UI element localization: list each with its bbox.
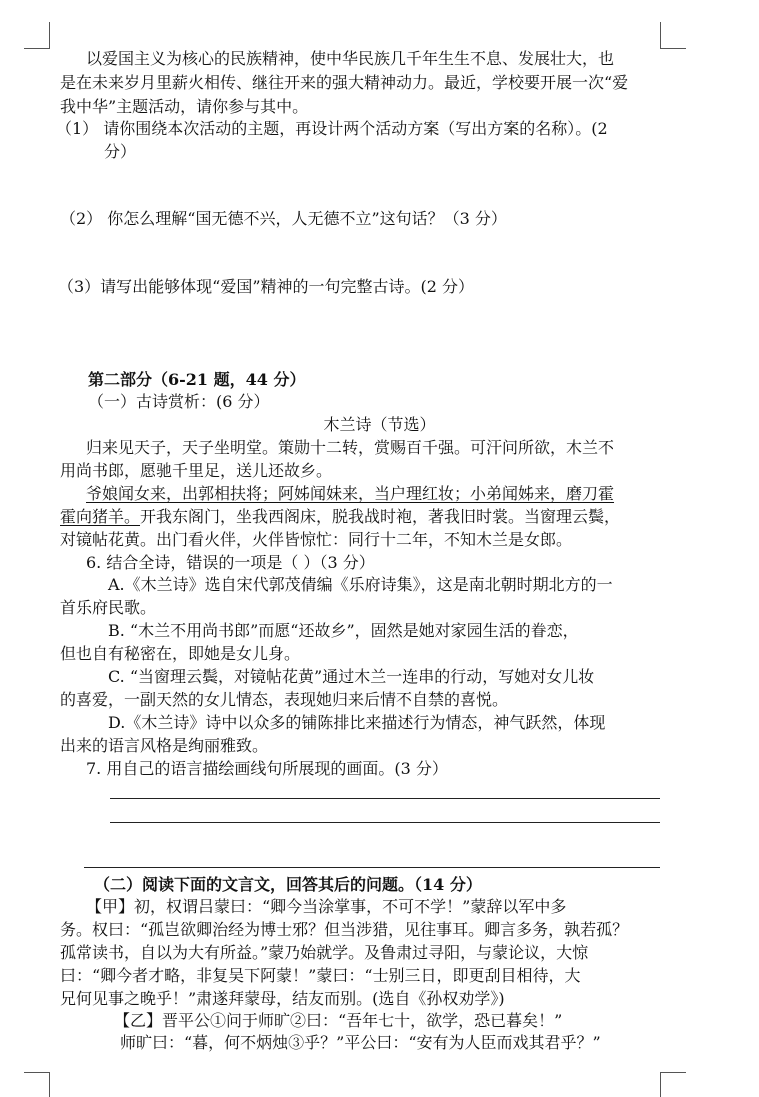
poem-line-4: [60, 506, 620, 528]
question-2: （2） 你怎么理解“国无德不兴，人无德不立”这句话？（3 分）: [60, 209, 507, 228]
question-3: （3）请写出能够体现“爱国”精神的一句完整古诗。(2 分）: [58, 277, 475, 296]
passage-jia-line-5: 兄何见事之晚乎！”肃遂拜蒙母，结友而别。(选自《孙权劝学》): [60, 989, 505, 1008]
passage-yi-line-2: 师旷曰：“暮，何不炳烛③乎？”平公曰：“安有为人臣而戏其君乎？”: [120, 1033, 601, 1052]
crop-mark-bottom-left-h: [24, 1072, 50, 1073]
passage-jia-line-3: 孤常读书，自以为大有所益。”蒙乃始就学。及鲁肃过寻阳，与蒙论议，大惊: [60, 943, 589, 962]
poem-underlined-line-1: 爷娘闻女来，出郭相扶将；阿姊闻妹来，当户理红妆；小弟闻姊来，磨刀霍: [86, 484, 615, 503]
intro-line-3: 我中华”主题活动，请你参与其中。: [60, 97, 309, 116]
intro-line-2: 是在未来岁月里薪火相传、继往开来的强大精神动力。最近，学校要开展一次“爱: [60, 73, 629, 92]
question-6-option-b-line-1: B. “木兰不用尚书郎”而愿“还故乡”，固然是她对家园生活的眷恋，: [108, 621, 579, 640]
passage-jia-line-4: 曰：“卿今者才略，非复吴下阿蒙！”蒙曰：“士别三日，即更刮目相待，大: [60, 966, 581, 985]
crop-mark-bottom-right-v: [660, 1072, 661, 1097]
crop-mark-bottom-right-h: [660, 1072, 686, 1073]
section-divider: [84, 867, 660, 868]
question-6-option-d-line-2: 出来的语言风格是绚丽雅致。: [60, 736, 269, 755]
question-6-stem: 6. 结合全诗，错误的一项是（ ）（3 分）: [86, 553, 375, 572]
part-2-heading: 第二部分（6-21 题，44 分）: [88, 370, 306, 389]
question-6-option-c-line-2: 的喜爱，一副天然的女儿情态，表现她归来后情不自禁的喜悦。: [60, 690, 509, 709]
question-6-option-a-line-2: 首乐府民歌。: [60, 598, 157, 617]
question-6-option-c-line-1: C. “当窗理云鬓，对镜帖花黄”通过木兰一连串的行动，写她对女儿妆: [108, 667, 595, 686]
poem-line-2: 用尚书郎，愿驰千里足，送儿还故乡。: [60, 461, 333, 480]
crop-mark-top-left-h: [24, 48, 50, 49]
answer-line-1[interactable]: [110, 798, 660, 799]
question-6-option-b-line-2: 但也自有秘密在，即她是女儿身。: [60, 644, 301, 663]
question-1-line-2: 分）: [104, 142, 137, 161]
poem-line-1: 归来见天子，天子坐明堂。策勋十二转，赏赐百千强。可汗问所欲，木兰不: [86, 438, 615, 457]
question-1-line-1: （1） 请你围绕本次活动的主题，再设计两个活动方案（写出方案的名称）。(2: [56, 119, 608, 138]
answer-line-2[interactable]: [110, 822, 660, 823]
poem-line-5: 对镜帖花黄。出门看火伴，火伴皆惊忙：同行十二年，不知木兰是女郎。: [60, 530, 573, 549]
crop-mark-bottom-left-v: [49, 1072, 50, 1097]
poem-underlined-line-2: 霍向猪羊。: [60, 507, 141, 526]
passage-yi-line-1: 【乙】晋平公①问于师旷②曰：“吾年七十，欲学，恐已暮矣！”: [114, 1011, 563, 1030]
crop-mark-top-right-h: [660, 48, 686, 49]
poem-title: 木兰诗（节选）: [323, 415, 436, 434]
intro-line-1: 以爱国主义为核心的民族精神，使中华民族几千年生生不息、发展壮大，也: [86, 49, 615, 68]
crop-mark-top-left-v: [49, 22, 50, 49]
passage-jia-line-2: 务。权曰：“孤岂欲卿治经为博士邪？但当涉猎，见往事耳。卿言多务，孰若孤？: [60, 920, 629, 939]
section-2-heading: （二）阅读下面的文言文，回答其后的问题。（14 分）: [94, 875, 482, 894]
passage-jia-line-1: 【甲】初，权谓吕蒙曰：“卿今当涂掌事，不可不学！”蒙辞以军中多: [86, 897, 567, 916]
question-6-option-d-line-1: D.《木兰诗》诗中以众多的铺陈排比来描述行为情态，神气跃然，体现: [108, 713, 606, 732]
poem-line-4-rest: 开我东阁门，坐我西阁床，脱我战时袍，著我旧时裳。当窗理云鬓，: [140, 507, 621, 526]
question-6-option-a-line-1: A.《木兰诗》选自宋代郭茂倩编《乐府诗集》，这是南北朝时期北方的一: [108, 575, 613, 594]
question-7: 7. 用自己的语言描绘画线句所展现的画面。(3 分）: [86, 759, 448, 778]
crop-mark-top-right-v: [660, 22, 661, 49]
section-1-heading: （一）古诗赏析：(6 分）: [88, 392, 270, 411]
